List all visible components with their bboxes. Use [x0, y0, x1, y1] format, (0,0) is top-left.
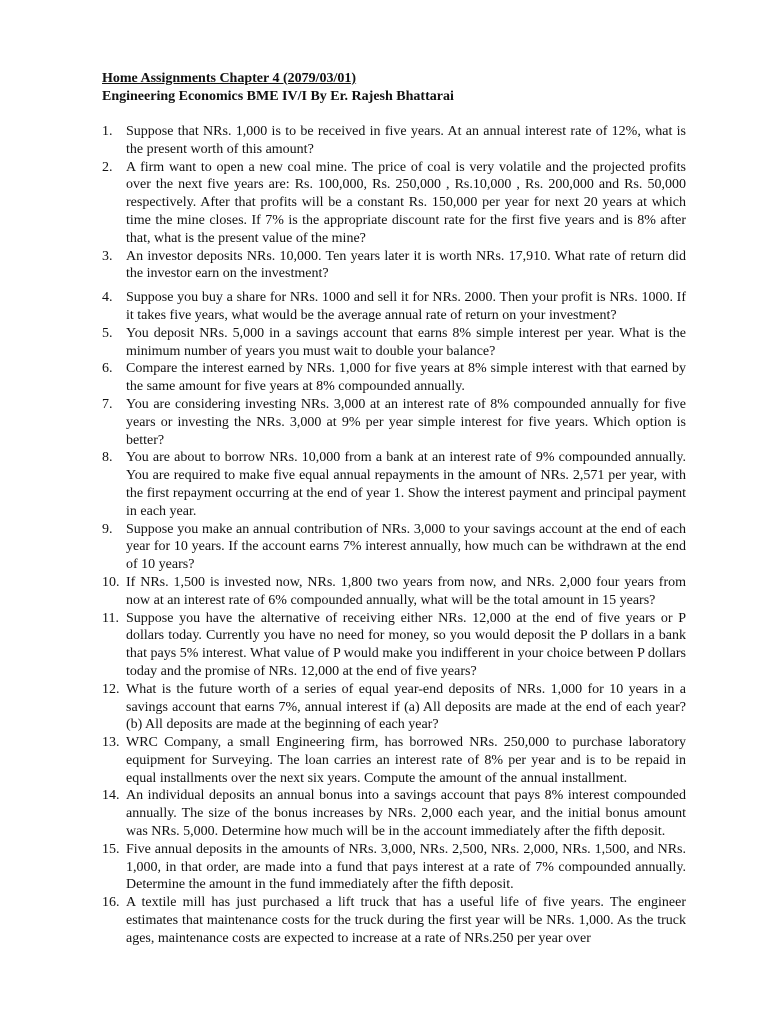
- question-number: 13.: [102, 735, 120, 751]
- question-number: 10.: [102, 574, 120, 590]
- question-item: [102, 787, 686, 840]
- question-item: [102, 248, 686, 284]
- question-number: 12.: [102, 681, 120, 697]
- question-text: Suppose that NRs. 1,000 is to be received in five years. At an annual interest rate of 12%, what is the present worth of this amount?: [126, 124, 686, 157]
- question-text: Five annual deposits in the amounts of NRs. 3,000, NRs. 2,500, NRs. 2,000, NRs. 1,500, and NRs. 1,000, in that order, are made into a fund that pays interest at a rate of 7% compounded annually. Determine the amount in the fund immediately after the fifth deposit.: [126, 841, 686, 893]
- document-heading: [102, 70, 454, 106]
- question-text: What is the future worth of a series of equal year-end deposits of NRs. 1,000 for 10 years in a savings account that earns 7%, annual interest if (a) All deposits are made at the end of each year? (b) All deposits are made at the beginning of each year?: [126, 681, 686, 733]
- question-number: 16.: [102, 895, 120, 911]
- question-number: 15.: [102, 841, 120, 857]
- question-text: Suppose you have the alternative of receiving either NRs. 12,000 at the end of five years or P dollars today. Currently you have no need for money, so you would deposit the P dollars in a bank that pays 5% interest. What value of P would make you indifferent in your choice between P dollars today and the promise of NRs. 12,000 at the end of five years?: [126, 610, 686, 679]
- question-number: 2.: [102, 159, 113, 175]
- question-text: An investor deposits NRs. 10,000. Ten years later it is worth NRs. 17,910. What rate of return did the investor earn on the investment?: [126, 248, 686, 282]
- question-item: [102, 325, 686, 361]
- question-number: 8.: [102, 450, 113, 466]
- question-text: You deposit NRs. 5,000 in a savings account that earns 8% simple interest per year. What is the minimum number of years you must wait to double your balance?: [126, 325, 686, 359]
- question-text: Suppose you make an annual contribution of NRs. 3,000 to your savings account at the end of each year for 10 years. If the account earns 7% interest annually, how much can be withdrawn at the end of 10 years?: [126, 521, 686, 573]
- question-text: You are about to borrow NRs. 10,000 from a bank at an interest rate of 9% compounded annually. You are required to make five equal annual repayments in the amount of NRs. 2,571 per year, with the first repayment occurring at the end of year 1. Show the interest payment and principal payment in each year.: [126, 450, 686, 519]
- question-number: 11.: [102, 610, 119, 626]
- question-item: [102, 396, 686, 449]
- question-number: 4.: [102, 290, 113, 306]
- question-item: [102, 123, 686, 159]
- question-item: [102, 521, 686, 574]
- question-item: [102, 574, 686, 610]
- question-item: [102, 610, 686, 681]
- question-text: You are considering investing NRs. 3,000 at an interest rate of 8% compounded annually for five years or investing the NRs. 3,000 at 9% per year simple interest for five years. Which option is better?: [126, 396, 686, 448]
- question-number: 6.: [102, 361, 113, 377]
- question-number: 5.: [102, 325, 113, 341]
- question-text: An individual deposits an annual bonus into a savings account that pays 8% interest compounded annually. The size of the bonus increases by NRs. 2,000 each year, and the initial bonus amount was NRs. 5,000. Determine how much will be in the account immediately after the fifth deposit.: [126, 788, 686, 840]
- document-subtitle: Engineering Economics BME IV/I By Er. Rajesh Bhattarai: [102, 89, 454, 104]
- question-list: [102, 123, 686, 948]
- question-text: Compare the interest earned by NRs. 1,000 for five years at 8% simple interest with that earned by the same amount for five years at 8% compounded annually.: [126, 361, 686, 395]
- question-number: 1.: [102, 124, 113, 139]
- question-item: [102, 894, 686, 947]
- question-item: [102, 360, 686, 396]
- question-item: [102, 289, 686, 325]
- question-item: [102, 159, 686, 248]
- question-text: Suppose you buy a share for NRs. 1000 and sell it for NRs. 2000. Then your profit is NRs. 1000. If it takes five years, what would be the average annual rate of return on your investment?: [126, 290, 686, 323]
- question-text: A firm want to open a new coal mine. The price of coal is very volatile and the projected profits over the next five years are: Rs. 100,000, Rs. 250,000 , Rs.10,000 , Rs. 200,000 and Rs. 50,000 respectively. After that profits will be a constant Rs. 150,000 per year for next 20 years at which time the mine closes. If 7% is the appropriate discount rate for the first five years and is 8% after that, what is the present value of the mine?: [126, 159, 686, 246]
- question-item: [102, 734, 686, 787]
- question-number: 7.: [102, 396, 113, 412]
- question-text: If NRs. 1,500 is invested now, NRs. 1,800 two years from now, and NRs. 2,000 four years from now at an interest rate of 6% compounded annually, what will be the total amount in 15 years?: [126, 574, 686, 608]
- question-text: A textile mill has just purchased a lift truck that has a useful life of five years. The engineer estimates that maintenance costs for the truck during the first year will be NRs. 1,000. As the truck ages, maintenance costs are expected to increase at a rate of NRs.250 per year over: [126, 895, 686, 946]
- question-text: WRC Company, a small Engineering firm, has borrowed NRs. 250,000 to purchase laboratory equipment for Surveying. The loan carries an interest rate of 8% per year and is to be repaid in equal installments over the next six years. Compute the amount of the annual installment.: [126, 735, 686, 786]
- question-item: [102, 449, 686, 520]
- question-number: 9.: [102, 521, 113, 537]
- question-number: 14.: [102, 788, 120, 804]
- question-number: 3.: [102, 248, 113, 264]
- document-title: Home Assignments Chapter 4 (2079/03/01): [102, 71, 357, 86]
- question-item: [102, 841, 686, 894]
- question-item: [102, 681, 686, 734]
